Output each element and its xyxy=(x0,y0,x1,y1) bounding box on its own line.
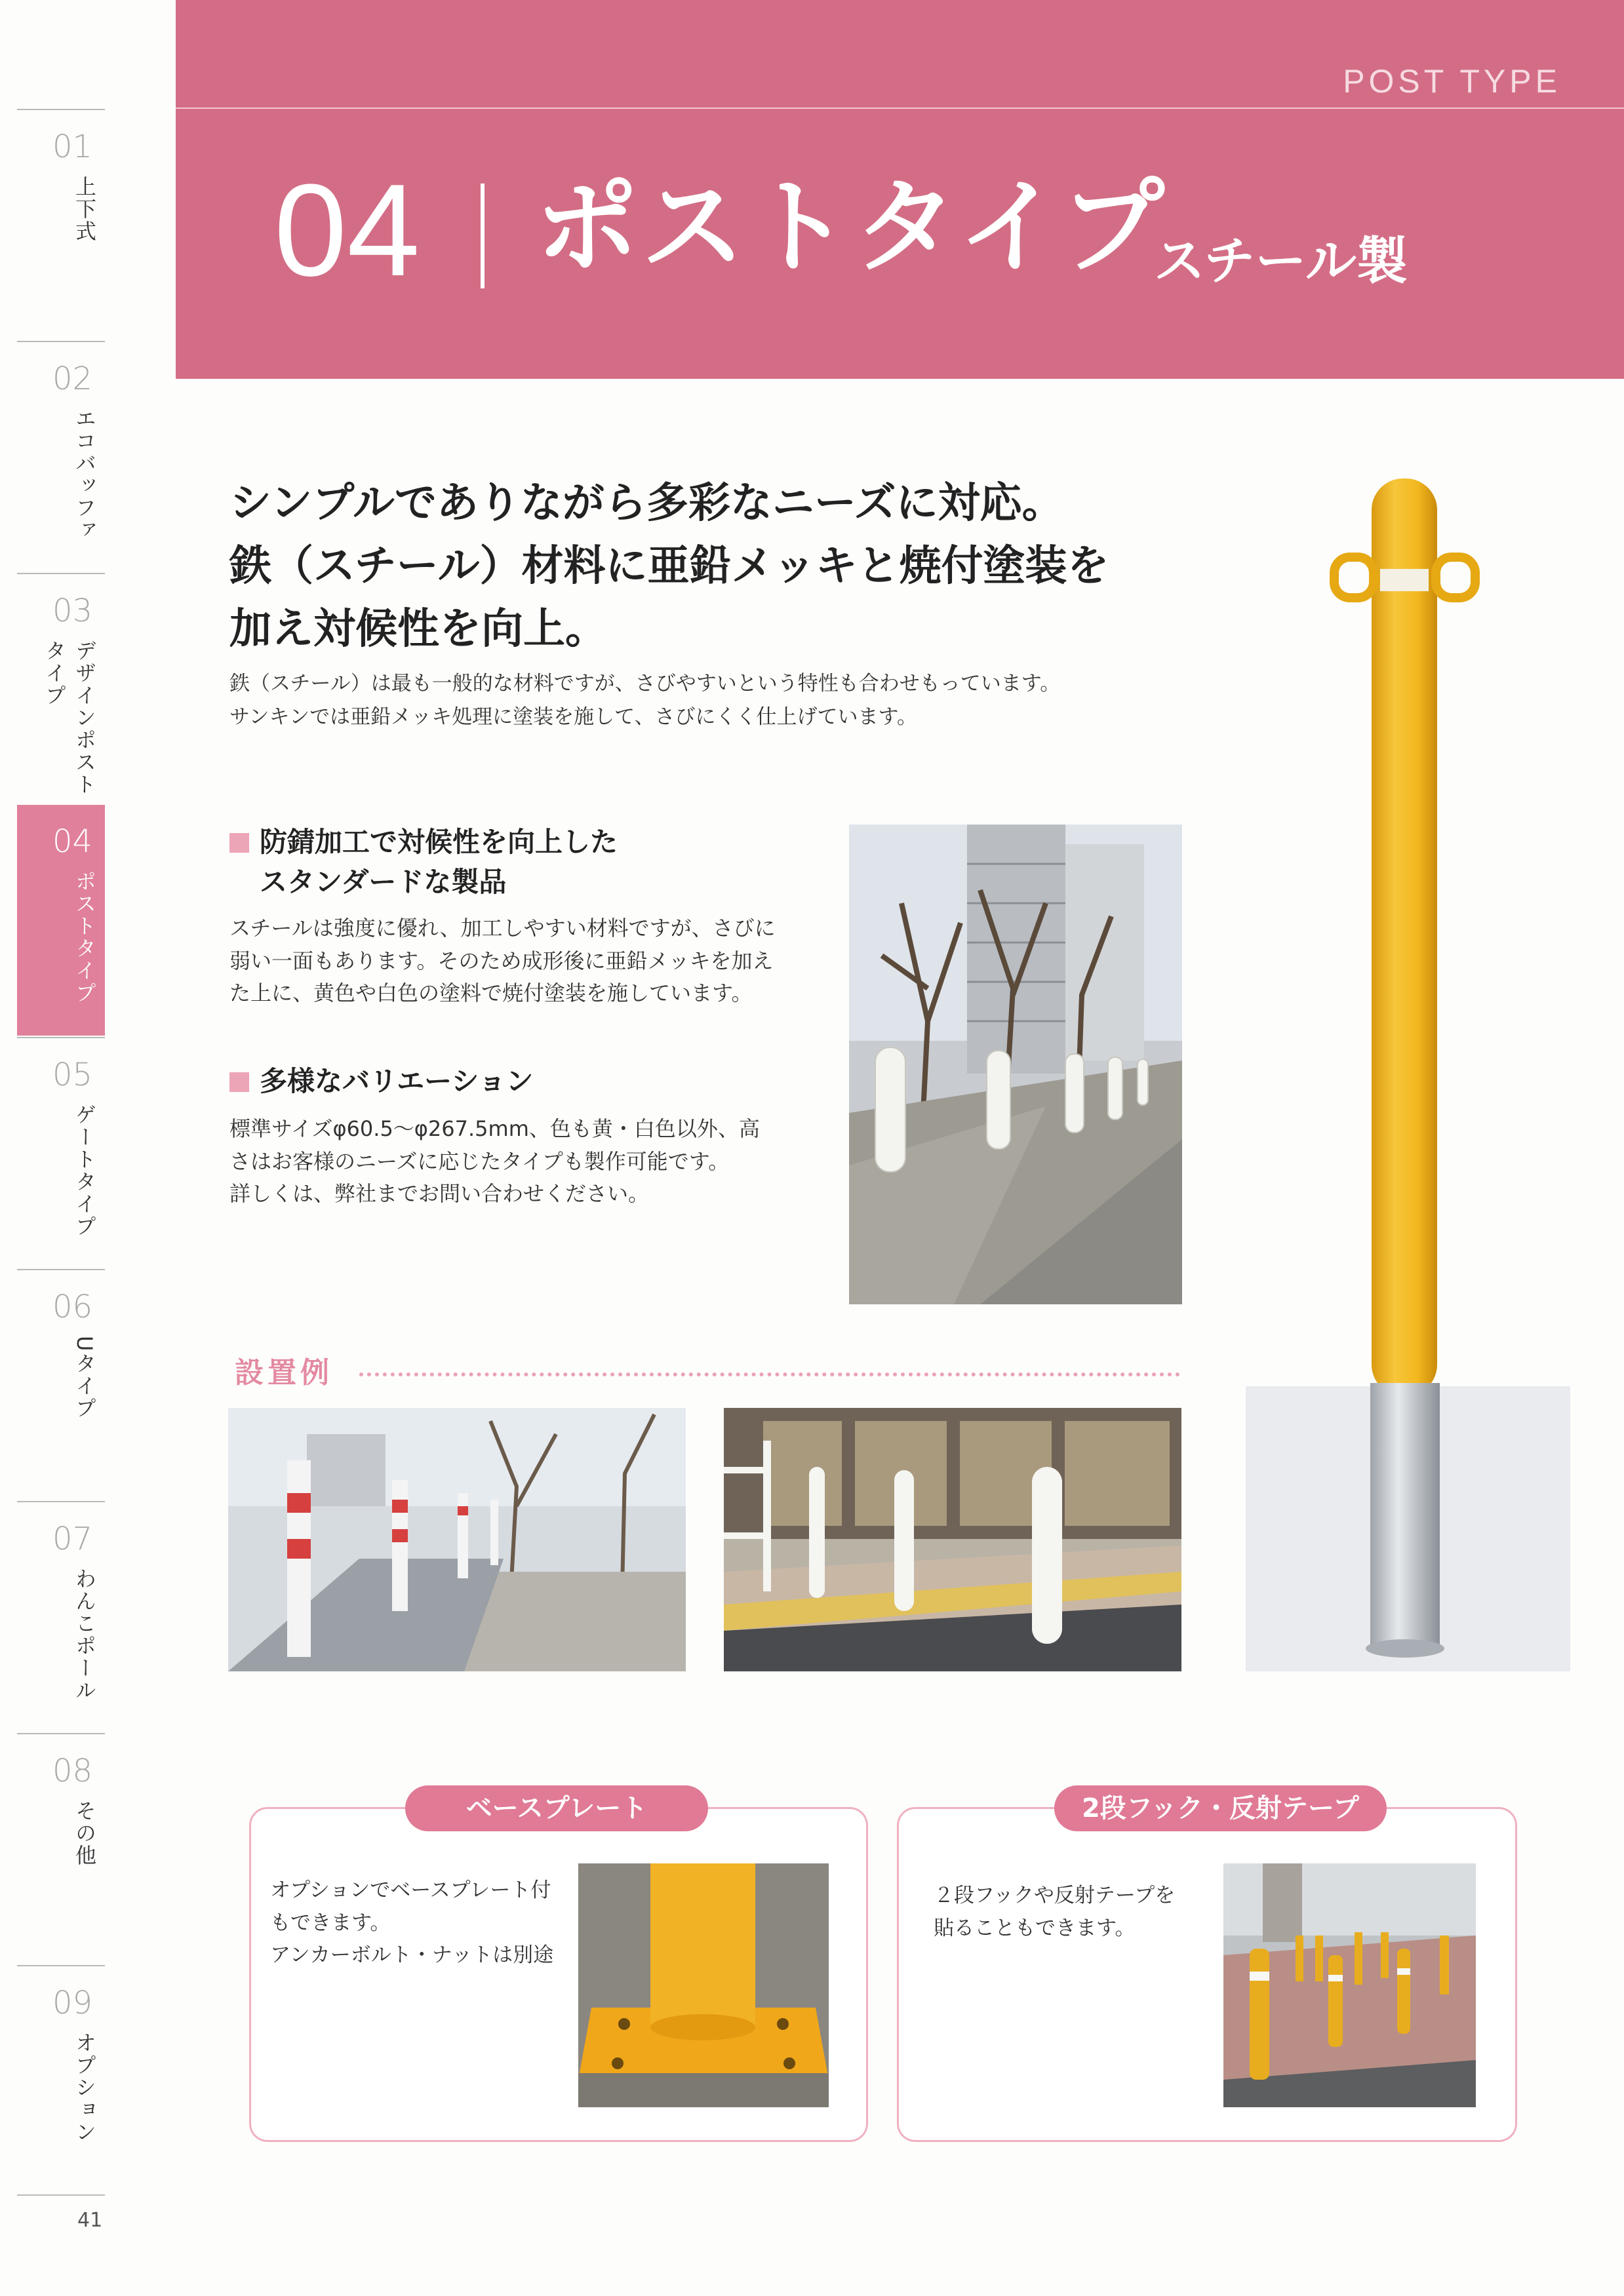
section1-body-line: スチールは強度に優れ、加工しやすい材料ですが、さびに xyxy=(229,916,776,941)
lead-line: シンプルでありながら多彩なニーズに対応。 xyxy=(229,479,1064,528)
intro-text xyxy=(229,667,1180,734)
option1-line: アンカーボルト・ナットは別途 xyxy=(270,1943,554,1968)
option1-text xyxy=(270,1875,553,1972)
section2-title xyxy=(229,1062,533,1102)
nav-item-09[interactable] xyxy=(17,1965,105,2196)
nav-item-05[interactable] xyxy=(17,1037,105,1268)
nav-label: わんこポール xyxy=(72,1568,97,1702)
section1-title xyxy=(229,823,618,903)
section1-body xyxy=(229,912,820,1010)
nav-item-03[interactable] xyxy=(17,573,105,804)
photo-red-white-posts-street xyxy=(228,1408,686,1671)
nav-num: 04 xyxy=(52,823,93,860)
photo-white-posts-storefront xyxy=(724,1408,1181,1671)
header-divider xyxy=(176,107,1624,109)
photo-base-plate xyxy=(578,1863,829,2107)
nav-item-01[interactable] xyxy=(17,109,105,340)
nav-num: 07 xyxy=(52,1521,93,1557)
bullet-square-icon xyxy=(229,1072,249,1092)
product-photo-yellow-post xyxy=(1246,472,1570,1678)
nav-label: オプション xyxy=(72,2032,97,2143)
photo-white-posts-sidewalk xyxy=(849,825,1182,1304)
nav-num: 08 xyxy=(52,1753,93,1789)
category-label: POST TYPE xyxy=(1343,63,1561,100)
nav-num: 09 xyxy=(52,1985,93,2021)
section1-title-line: スタンダードな製品 xyxy=(260,865,507,898)
option-label-base-plate: ベースプレート xyxy=(405,1785,708,1831)
option1-line: もできます。 xyxy=(270,1911,391,1935)
lead-text xyxy=(229,472,1213,661)
option2-line: 貼ることもできます。 xyxy=(934,1916,1136,1940)
nav-item-02[interactable] xyxy=(17,341,105,572)
page-header xyxy=(176,0,1624,379)
lead-line: 加え対候性を向上。 xyxy=(229,605,607,653)
option1-line: オプションでベースプレート付 xyxy=(270,1878,551,1902)
option-label-hook-tape: 2段フック・反射テープ xyxy=(1054,1785,1387,1831)
lead-line: 鉄（スチール）材料に亜鉛メッキと焼付塗装を xyxy=(229,542,1109,591)
install-examples-title: 設置例 xyxy=(235,1356,333,1390)
section2-body-line: さはお客様のニーズに応じたタイプも製作可能です。 xyxy=(229,1148,730,1174)
nav-label: Uタイプ xyxy=(72,1336,97,1420)
nav-item-06[interactable] xyxy=(17,1269,105,1500)
nav-label: ゲートタイプ xyxy=(72,1104,97,1237)
section2-title-line: 多様なバリエーション xyxy=(260,1065,534,1097)
photo-hook-tape-posts xyxy=(1223,1863,1476,2107)
dotted-divider xyxy=(359,1372,1180,1376)
option2-text xyxy=(934,1880,1175,1945)
section1-title-line: 防錆加工で対候性を向上した xyxy=(260,826,618,858)
intro-line: 鉄（スチール）は最も一般的な材料ですが、さびやすいという特性も合わせもっています。 xyxy=(229,672,1061,695)
footer-divider xyxy=(17,2194,105,2196)
page-number: 41 xyxy=(77,2209,103,2232)
section2-body xyxy=(229,1113,820,1211)
bullet-square-icon xyxy=(229,833,249,853)
section2-body-line: 詳しくは、弊社までお問い合わせください。 xyxy=(229,1181,650,1207)
option2-line: ２段フックや反射テープを xyxy=(934,1884,1176,1907)
nav-num: 05 xyxy=(52,1057,93,1093)
section1-body-line: た上に、黄色や白色の塗料で焼付塗装を施しています。 xyxy=(229,981,753,1006)
section2-body-line: 標準サイズφ60.5〜φ267.5mm、色も黄・白色以外、高 xyxy=(229,1116,760,1141)
nav-label: その他 xyxy=(72,1800,97,1867)
nav-num: 03 xyxy=(52,593,93,629)
title-separator xyxy=(481,184,485,288)
section-number: 04 xyxy=(274,157,420,303)
intro-line: サンキンでは亜鉛メッキ処理に塗装を施して、さびにくく仕上げています。 xyxy=(229,705,918,730)
nav-num: 06 xyxy=(52,1289,93,1325)
page-subtitle: スチール製 xyxy=(1154,232,1408,291)
nav-item-08[interactable] xyxy=(17,1733,105,1964)
nav-label: 上下式 xyxy=(72,176,97,243)
nav-label: ポストタイプ xyxy=(72,870,97,1004)
nav-item-04[interactable] xyxy=(17,805,105,1036)
page-title: ポストタイプ xyxy=(535,167,1168,288)
nav-item-07[interactable] xyxy=(17,1501,105,1732)
nav-label: デザインポストタイプ xyxy=(42,640,97,796)
nav-label: エコバッファ xyxy=(72,408,97,541)
nav-num: 02 xyxy=(52,360,93,397)
nav-num: 01 xyxy=(52,128,93,165)
section1-body-line: 弱い一面もあります。そのため成形後に亜鉛メッキを加え xyxy=(229,948,774,973)
